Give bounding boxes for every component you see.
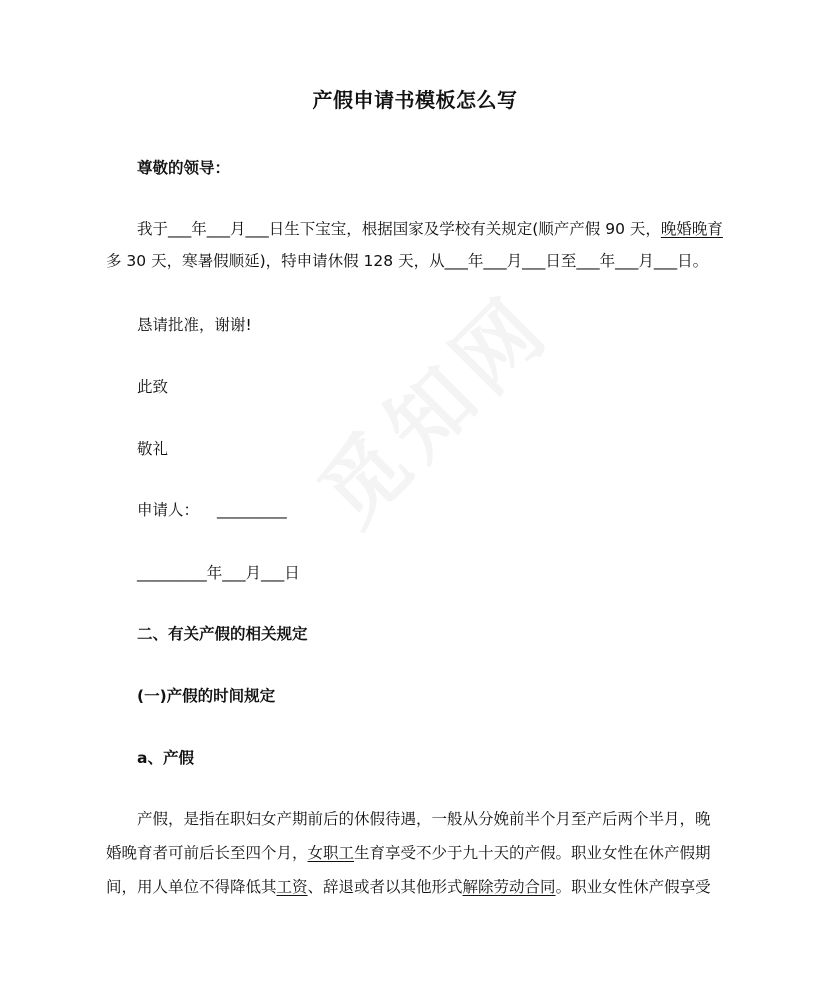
page-title: 产假申请书模板怎么写 [312,88,518,112]
link-female-worker[interactable]: 女职工 [307,844,355,862]
applicant-label: 申请人： [137,501,200,519]
paragraph2-line1: 产假，是指在职妇女产期前后的休假待遇，一般从分娩前半个月至产后两个半月，晚 [137,810,711,828]
section-heading: 二、有关产假的相关规定 [137,625,308,643]
request-text: 恳请批准，谢谢! [137,316,252,334]
closing-2: 敬礼 [137,440,169,458]
closing-1: 此致 [137,378,169,396]
paragraph2-line2-text-b: 生育享受不少于九十天的产假。职业女性在休产假期 [354,844,711,862]
applicant-line [137,500,287,520]
link-wages[interactable]: 工资 [276,878,308,896]
paragraph2-line2-text-a: 婚晚育者可前后长至四个月， [106,844,308,862]
link-terminate-contract[interactable]: 解除劳动合同 [462,878,556,896]
link-late-marriage[interactable]: 晚婚晚育 [660,220,723,238]
paragraph2-line3-text-a: 间，用人单位不得降低其 [106,878,277,896]
paragraph2-line2 [106,843,711,863]
salutation: 尊敬的领导： [137,159,231,177]
paragraph2-line3 [106,877,711,897]
paragraph1-line2: 多 30 天，寒暑假顺延)，特申请休假 128 天，从___年___月___日至___年___月___日。 [106,252,709,270]
paragraph1-line1-text: 我于___年___月___日生下宝宝，根据国家及学校有关规定(顺产产假 90 天， [137,220,661,238]
applicant-blank: _________ [217,501,287,519]
watermark [241,216,630,605]
paragraph2-line3-text-b: 、辞退或者以其他形式 [307,878,463,896]
item-heading: a、产假 [137,749,194,767]
paragraph2-line3-text-c: 。职业女性休产假享受 [555,878,711,896]
date-line: _________年___月___日 [137,564,300,582]
paragraph1-line1 [137,219,723,239]
subsection-heading: (一)产假的时间规定 [137,687,276,705]
